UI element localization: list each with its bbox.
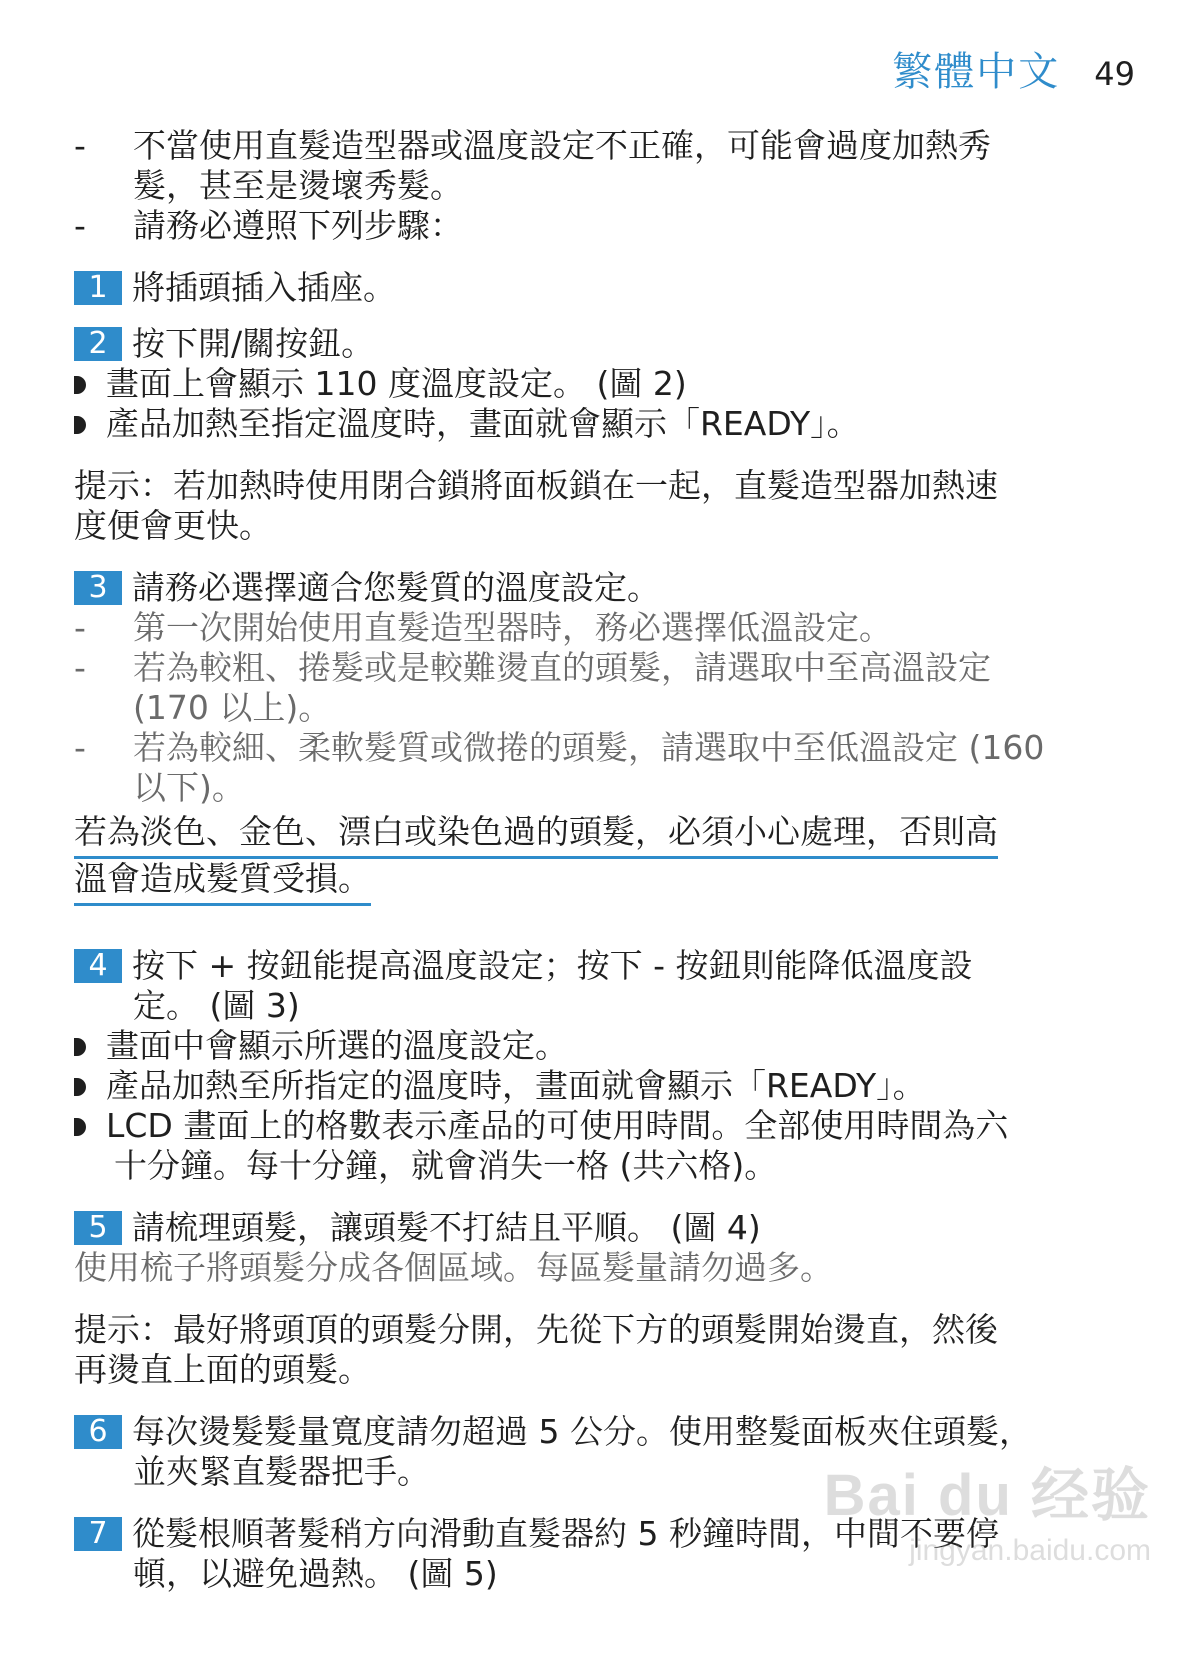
step-7: 7 從髮根順著髮稍方向滑動直髮器約 5 秒鐘時間，中間不要停 (74, 1514, 1134, 1554)
bullet-item: LCD 畫面上的格數表示產品的可使用時間。全部使用時間為六 (74, 1106, 1134, 1146)
step-6: 6 每次燙髮髮量寬度請勿超過 5 公分。使用整髮面板夾住頭髮， (74, 1412, 1134, 1452)
step-number-badge: 1 (74, 271, 122, 305)
dash-item: - 若為較粗、捲髮或是較難燙直的頭髮，請選取中至高溫設定 (74, 648, 991, 687)
step-1: 1 將插頭插入插座。 (74, 268, 1134, 308)
page-number: 49 (1094, 55, 1135, 93)
step-2: 2 按下開/關按鈕。 (74, 324, 1134, 364)
step-number-badge: 2 (74, 327, 122, 361)
bullet-item-continued: 十分鐘。每十分鐘，就會消失一格 (共六格)。 (114, 1146, 778, 1185)
bullet-icon (74, 416, 86, 434)
step-number-badge: 7 (74, 1517, 122, 1551)
bullet-icon (74, 1118, 86, 1136)
bullet-item: 畫面中會顯示所選的溫度設定。 (74, 1026, 1134, 1066)
dash-item: - 第一次開始使用直髮造型器時，務必選擇低溫設定。 (74, 608, 892, 647)
step-6-continued: 並夾緊直髮器把手。 (133, 1452, 430, 1491)
step-number-badge: 4 (74, 949, 122, 983)
dash-item-continued: (170 以上)。 (133, 688, 332, 727)
page-header (892, 40, 1135, 97)
step-5-note: 使用梳子將頭髮分成各個區域。每區髮量請勿過多。 (74, 1248, 833, 1287)
bullet-item: 畫面上會顯示 110 度溫度設定。 (圖 2) (74, 364, 1134, 404)
bullet-icon (74, 1038, 86, 1056)
step-number-badge: 5 (74, 1211, 122, 1245)
bullet-icon (74, 1078, 86, 1096)
step-5: 5 請梳理頭髮，讓頭髮不打結且平順。 (圖 4) (74, 1208, 1134, 1248)
bullet-icon (74, 376, 86, 394)
step-number-badge: 3 (74, 571, 122, 605)
step-3: 3 請務必選擇適合您髮質的溫度設定。 (74, 568, 1134, 608)
step-7-continued: 頓，以避免過熱。 (圖 5) (133, 1554, 498, 1593)
dash-item: - 若為較細、柔軟髮質或微捲的頭髮，請選取中至低溫設定 (160 (74, 728, 1045, 767)
step-number-badge: 6 (74, 1415, 122, 1449)
step-4: 4 按下 + 按鈕能提高溫度設定；按下 - 按鈕則能降低溫度設 (74, 946, 1134, 986)
language-heading: 繁體中文 (892, 49, 1061, 95)
tip-2: 提示：最好將頭頂的頭髮分開，先從下方的頭髮開始燙直，然後 再燙直上面的頭髮。 (74, 1310, 998, 1389)
tip-1: 提示：若加熱時使用閉合鎖將面板鎖在一起，直髮造型器加熱速 度便會更快。 (74, 466, 998, 545)
dash-item: - 不當使用直髮造型器或溫度設定不正確，可能會過度加熱秀 (74, 126, 991, 165)
step-4-continued: 定。 (圖 3) (133, 986, 300, 1025)
dash-item: - 請務必遵照下列步驟： (74, 206, 463, 245)
dash-item-continued: 髮，甚至是燙壞秀髮。 (133, 166, 463, 205)
bullet-item: 產品加熱至指定溫度時，畫面就會顯示「READY」。 (74, 404, 1134, 444)
baidu-watermark: Bai du 经验 jingyan.baidu.com (823, 1463, 1151, 1567)
bullet-item: 產品加熱至所指定的溫度時，畫面就會顯示「READY」。 (74, 1066, 1134, 1106)
manual-content (74, 126, 1134, 1594)
dash-item-continued: 以下)。 (133, 768, 245, 807)
intro-dash-list (74, 126, 1134, 246)
caution-note: 若為淡色、金色、漂白或染色過的頭髮，必須小心處理，否則高 溫會造成髮質受損。 (74, 812, 1134, 906)
